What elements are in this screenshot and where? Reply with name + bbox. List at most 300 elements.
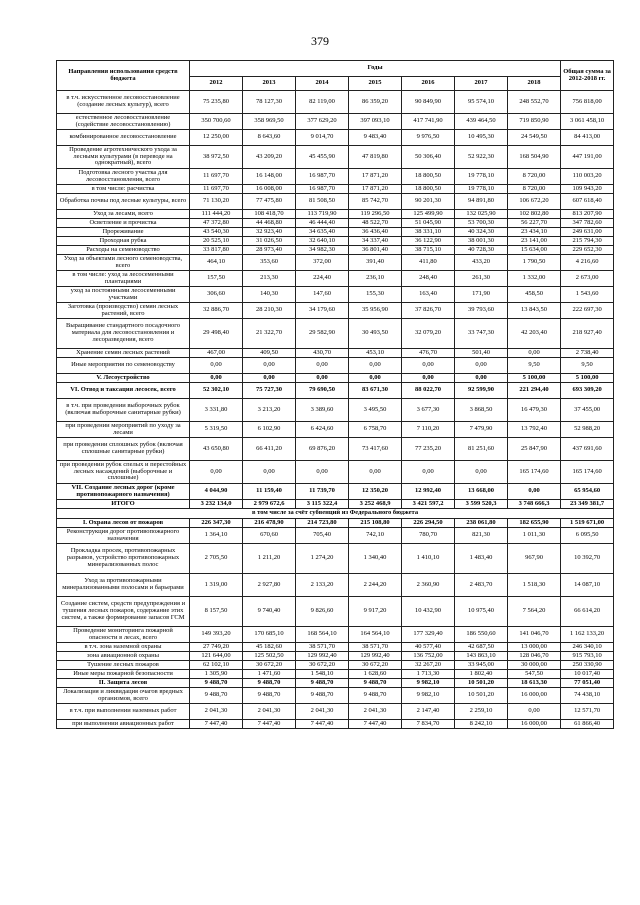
value-cell: 141 046,70 [508, 627, 561, 643]
value-cell: 43 650,80 [190, 438, 243, 461]
value-cell: 213,30 [243, 271, 296, 287]
value-cell: 45 182,60 [243, 643, 296, 652]
total-cell: 66 614,20 [561, 597, 614, 627]
value-cell: 409,50 [243, 349, 296, 358]
table-row [57, 228, 614, 237]
row-label: Прореживание [57, 228, 190, 237]
value-cell: 38 331,10 [402, 228, 455, 237]
row-label: Проведение агротехнического ухода за лесными культурами (в переводе на однократный), всего [57, 146, 190, 169]
value-cell: 164 564,10 [349, 627, 402, 643]
row-label: при выполнении авиационных работ [57, 720, 190, 729]
value-cell: 94 891,80 [455, 194, 508, 210]
value-cell: 0,00 [349, 374, 402, 383]
row-label: Проходная рубка [57, 237, 190, 246]
value-cell: 11 159,40 [243, 484, 296, 500]
value-cell: 33 747,30 [455, 319, 508, 349]
value-cell: 2 041,30 [349, 704, 402, 720]
value-cell: 108 418,70 [243, 210, 296, 219]
value-cell: 40 728,30 [455, 246, 508, 255]
value-cell: 34 337,40 [349, 237, 402, 246]
value-cell: 168 504,90 [508, 146, 561, 169]
value-cell: 12 350,20 [349, 484, 402, 500]
value-cell: 7 447,40 [190, 720, 243, 729]
value-cell: 52 922,30 [455, 146, 508, 169]
value-cell: 3 232 134,0 [190, 500, 243, 509]
total-cell: 77 051,40 [561, 679, 614, 688]
value-cell: 1 319,00 [190, 574, 243, 597]
total-cell: 218 927,40 [561, 319, 614, 349]
total-cell: 1 543,60 [561, 287, 614, 303]
value-cell: 417 741,90 [402, 114, 455, 130]
value-cell: 238 061,80 [455, 519, 508, 528]
table-row [57, 255, 614, 271]
value-cell: 168 564,10 [296, 627, 349, 643]
value-cell: 216 478,90 [243, 519, 296, 528]
value-cell: 236,10 [349, 271, 402, 287]
total-cell: 109 943,20 [561, 185, 614, 194]
value-cell: 224,40 [296, 271, 349, 287]
value-cell: 12 992,40 [402, 484, 455, 500]
value-cell: 7 479,90 [455, 422, 508, 438]
row-label: Реконструкция дорог противопожарного назначения [57, 528, 190, 544]
value-cell: 39 793,60 [455, 303, 508, 319]
value-cell: 29 498,40 [190, 319, 243, 349]
total-cell: 246 340,10 [561, 643, 614, 652]
total-cell: 813 207,90 [561, 210, 614, 219]
table-row [57, 383, 614, 399]
value-cell: 47 819,80 [349, 146, 402, 169]
row-label: Тушение лесных пожаров [57, 661, 190, 670]
table-row [57, 661, 614, 670]
value-cell: 0,00 [508, 704, 561, 720]
value-cell: 42 687,50 [455, 643, 508, 652]
row-label: естественное лесовосстановление (содействие лесовосстановлению) [57, 114, 190, 130]
value-cell: 38 571,70 [349, 643, 402, 652]
total-cell: 249 631,00 [561, 228, 614, 237]
value-cell: 2 041,30 [296, 704, 349, 720]
value-cell: 52 302,10 [190, 383, 243, 399]
value-cell: 83 671,30 [349, 383, 402, 399]
total-cell: 52 988,20 [561, 422, 614, 438]
row-label: II. Защита лесов [57, 679, 190, 688]
value-cell: 3 115 322,4 [296, 500, 349, 509]
value-cell: 9 982,10 [402, 679, 455, 688]
value-cell: 78 127,30 [243, 91, 296, 114]
column-header-year: 2017 [455, 77, 508, 91]
value-cell: 3 748 666,3 [508, 500, 561, 509]
row-label: комбинированное лесовосстановление [57, 130, 190, 146]
value-cell: 9 014,70 [296, 130, 349, 146]
value-cell: 36 122,90 [402, 237, 455, 246]
value-cell: 433,20 [455, 255, 508, 271]
value-cell: 37 826,70 [402, 303, 455, 319]
column-header-total: Общая сумма за 2012-2018 гг. [561, 61, 614, 91]
value-cell: 5 100,00 [508, 374, 561, 383]
value-cell: 0,00 [508, 349, 561, 358]
value-cell: 7 564,20 [508, 597, 561, 627]
total-cell: 4 216,60 [561, 255, 614, 271]
value-cell: 10 501,20 [455, 688, 508, 704]
table-row [57, 303, 614, 319]
value-cell: 214 723,80 [296, 519, 349, 528]
value-cell: 1 305,90 [190, 670, 243, 679]
total-cell: 6 095,50 [561, 528, 614, 544]
value-cell: 17 871,20 [349, 169, 402, 185]
value-cell: 3 331,80 [190, 399, 243, 422]
total-cell: 2 738,40 [561, 349, 614, 358]
total-cell: 65 954,60 [561, 484, 614, 500]
value-cell: 7 447,40 [296, 720, 349, 729]
value-cell: 0,00 [243, 461, 296, 484]
section-title: в том числе за счёт субвенций из Федерального бюджета [57, 509, 614, 519]
value-cell: 132 025,90 [455, 210, 508, 219]
table-row [57, 399, 614, 422]
value-cell: 0,00 [402, 374, 455, 383]
table-row [57, 422, 614, 438]
value-cell: 38 972,50 [190, 146, 243, 169]
value-cell: 3 213,20 [243, 399, 296, 422]
value-cell: 44 468,80 [243, 219, 296, 228]
value-cell: 30 672,20 [349, 661, 402, 670]
value-cell: 28 210,30 [243, 303, 296, 319]
total-cell: 915 793,10 [561, 652, 614, 661]
value-cell: 19 778,10 [455, 185, 508, 194]
value-cell: 0,00 [296, 374, 349, 383]
value-cell: 3 252 468,9 [349, 500, 402, 509]
total-cell: 37 455,00 [561, 399, 614, 422]
table-row [57, 374, 614, 383]
column-header-year: 2015 [349, 77, 402, 91]
value-cell: 8 720,00 [508, 169, 561, 185]
row-label: при проведении мероприятий по уходу за лесами [57, 422, 190, 438]
value-cell: 2 041,30 [190, 704, 243, 720]
value-cell: 18 613,30 [508, 679, 561, 688]
value-cell: 1 471,60 [243, 670, 296, 679]
value-cell: 45 455,90 [296, 146, 349, 169]
value-cell: 3 677,30 [402, 399, 455, 422]
value-cell: 182 655,90 [508, 519, 561, 528]
value-cell: 501,40 [455, 349, 508, 358]
table-row [57, 500, 614, 509]
value-cell: 36 801,40 [349, 246, 402, 255]
value-cell: 1 340,40 [349, 544, 402, 574]
row-label: Обработка почвы под лесные культуры, всего [57, 194, 190, 210]
row-label: Уход за лесами, всего [57, 210, 190, 219]
table-row [57, 185, 614, 194]
value-cell: 20 525,10 [190, 237, 243, 246]
value-cell: 353,60 [243, 255, 296, 271]
value-cell: 350 700,60 [190, 114, 243, 130]
value-cell: 32 923,40 [243, 228, 296, 237]
table-row [57, 219, 614, 228]
value-cell: 226 294,50 [402, 519, 455, 528]
page-number: 379 [311, 34, 329, 48]
value-cell: 397 093,10 [349, 114, 402, 130]
row-label: в т.ч. при выполнении наземных работ [57, 704, 190, 720]
column-header-year: 2016 [402, 77, 455, 91]
value-cell: 9 488,70 [296, 688, 349, 704]
value-cell: 129 992,40 [296, 652, 349, 661]
value-cell: 16 000,00 [508, 688, 561, 704]
value-cell: 2 979 672,6 [243, 500, 296, 509]
value-cell: 967,90 [508, 544, 561, 574]
value-cell: 453,10 [349, 349, 402, 358]
value-cell: 125 499,90 [402, 210, 455, 219]
value-cell: 9 488,70 [243, 679, 296, 688]
value-cell: 51 045,90 [402, 219, 455, 228]
value-cell: 3 389,60 [296, 399, 349, 422]
row-label: в том числе: уход за лесосеменными плантациями [57, 271, 190, 287]
value-cell: 13 000,00 [508, 643, 561, 652]
value-cell: 391,40 [349, 255, 402, 271]
value-cell: 13 668,00 [455, 484, 508, 500]
value-cell: 0,00 [508, 484, 561, 500]
value-cell: 1 211,20 [243, 544, 296, 574]
row-label: в т.ч. при проведении выборочных рубок (включая выборочные санитарные рубки) [57, 399, 190, 422]
value-cell: 35 956,90 [349, 303, 402, 319]
row-label: в т.ч. зона наземной охраны [57, 643, 190, 652]
table-row [57, 627, 614, 643]
row-label: Локализация и ликвидация очагов вредных организмов, всего [57, 688, 190, 704]
table-row [57, 246, 614, 255]
value-cell: 0,00 [455, 461, 508, 484]
value-cell: 0,00 [190, 358, 243, 374]
row-label: Подготовка лесного участка для лесовосстановления, всего [57, 169, 190, 185]
value-cell: 32 886,70 [190, 303, 243, 319]
value-cell: 23 434,10 [508, 228, 561, 237]
table-row [57, 349, 614, 358]
value-cell: 9 483,40 [349, 130, 402, 146]
value-cell: 125 502,50 [243, 652, 296, 661]
row-label: VI. Отвод и таксация лесосек, всего [57, 383, 190, 399]
value-cell: 1 802,40 [455, 670, 508, 679]
total-cell: 229 652,30 [561, 246, 614, 255]
value-cell: 73 417,60 [349, 438, 402, 461]
value-cell: 27 749,20 [190, 643, 243, 652]
total-cell: 74 438,10 [561, 688, 614, 704]
value-cell: 165 174,60 [508, 461, 561, 484]
value-cell: 32 640,10 [296, 237, 349, 246]
value-cell: 48 522,70 [349, 219, 402, 228]
row-label: ИТОГО [57, 500, 190, 509]
value-cell: 11 697,70 [190, 185, 243, 194]
value-cell: 11 739,70 [296, 484, 349, 500]
row-label: Иные меры пожарной безопасности [57, 670, 190, 679]
value-cell: 119 296,50 [349, 210, 402, 219]
value-cell: 128 046,70 [508, 652, 561, 661]
value-cell: 8 242,10 [455, 720, 508, 729]
value-cell: 62 102,10 [190, 661, 243, 670]
value-cell: 0,00 [402, 358, 455, 374]
value-cell: 1 628,60 [349, 670, 402, 679]
value-cell: 24 549,50 [508, 130, 561, 146]
value-cell: 121 644,00 [190, 652, 243, 661]
total-cell: 1 162 133,20 [561, 627, 614, 643]
value-cell: 92 599,90 [455, 383, 508, 399]
row-label: при проведении рубок спелых и перестойных лесных насаждений (выборочные и сплошные) [57, 461, 190, 484]
value-cell: 1 274,20 [296, 544, 349, 574]
table-row [57, 210, 614, 219]
value-cell: 155,30 [349, 287, 402, 303]
row-label: Осветление и прочистка [57, 219, 190, 228]
value-cell: 6 424,60 [296, 422, 349, 438]
value-cell: 248,40 [402, 271, 455, 287]
value-cell: 9 488,70 [349, 679, 402, 688]
value-cell: 12 250,00 [190, 130, 243, 146]
value-cell: 0,00 [243, 374, 296, 383]
value-cell: 248 552,70 [508, 91, 561, 114]
row-label: Прокладка просек, противопожарных разрывов, устройство противопожарных минерализованных полос [57, 544, 190, 574]
value-cell: 102 802,80 [508, 210, 561, 219]
value-cell: 38 001,30 [455, 237, 508, 246]
value-cell: 29 582,90 [296, 319, 349, 349]
table-row [57, 704, 614, 720]
value-cell: 0,00 [190, 461, 243, 484]
value-cell: 2 259,10 [455, 704, 508, 720]
total-cell: 222 697,30 [561, 303, 614, 319]
value-cell: 42 203,40 [508, 319, 561, 349]
total-cell: 3 061 458,10 [561, 114, 614, 130]
table-row [57, 544, 614, 574]
value-cell: 111 444,20 [190, 210, 243, 219]
value-cell: 16 148,00 [243, 169, 296, 185]
table-row [57, 652, 614, 661]
value-cell: 140,30 [243, 287, 296, 303]
value-cell: 25 847,90 [508, 438, 561, 461]
value-cell: 50 306,40 [402, 146, 455, 169]
value-cell: 4 044,90 [190, 484, 243, 500]
value-cell: 226 347,30 [190, 519, 243, 528]
value-cell: 13 843,50 [508, 303, 561, 319]
value-cell: 85 742,70 [349, 194, 402, 210]
value-cell: 81 251,60 [455, 438, 508, 461]
value-cell: 149 393,20 [190, 627, 243, 643]
value-cell: 372,00 [296, 255, 349, 271]
column-header-direction: Направления использования средств бюджета [57, 61, 190, 91]
value-cell: 1 410,10 [402, 544, 455, 574]
value-cell: 9 826,60 [296, 597, 349, 627]
total-cell: 437 691,60 [561, 438, 614, 461]
column-header-year: 2013 [243, 77, 296, 91]
value-cell: 47 372,80 [190, 219, 243, 228]
value-cell: 30 493,50 [349, 319, 402, 349]
value-cell: 377 629,20 [296, 114, 349, 130]
table-row [57, 237, 614, 246]
value-cell: 11 697,70 [190, 169, 243, 185]
value-cell: 16 987,70 [296, 169, 349, 185]
value-cell: 16 008,00 [243, 185, 296, 194]
value-cell: 15 634,00 [508, 246, 561, 255]
value-cell: 79 690,50 [296, 383, 349, 399]
table-row [57, 271, 614, 287]
column-header-year: 2012 [190, 77, 243, 91]
value-cell: 8 157,50 [190, 597, 243, 627]
value-cell: 186 550,60 [455, 627, 508, 643]
value-cell: 9,50 [508, 358, 561, 374]
value-cell: 147,60 [296, 287, 349, 303]
value-cell: 43 209,20 [243, 146, 296, 169]
value-cell: 1 332,00 [508, 271, 561, 287]
value-cell: 40 577,40 [402, 643, 455, 652]
row-label: Выращивание стандартного посадочного материала для лесовосстановления и лесоразведения, всего [57, 319, 190, 349]
value-cell: 2 360,90 [402, 574, 455, 597]
value-cell: 75 727,30 [243, 383, 296, 399]
table-row [57, 688, 614, 704]
value-cell: 467,00 [190, 349, 243, 358]
row-label: в том числе: расчистка [57, 185, 190, 194]
value-cell: 16 987,70 [296, 185, 349, 194]
row-label: Хранение семян лесных растений [57, 349, 190, 358]
value-cell: 75 235,80 [190, 91, 243, 114]
value-cell: 719 850,90 [508, 114, 561, 130]
value-cell: 9 488,70 [190, 688, 243, 704]
table-row [57, 574, 614, 597]
value-cell: 33 945,00 [455, 661, 508, 670]
value-cell: 86 359,20 [349, 91, 402, 114]
value-cell: 1 548,10 [296, 670, 349, 679]
value-cell: 780,70 [402, 528, 455, 544]
value-cell: 10 432,90 [402, 597, 455, 627]
value-cell: 9 488,70 [243, 688, 296, 704]
value-cell: 3 868,50 [455, 399, 508, 422]
total-cell: 347 782,60 [561, 219, 614, 228]
value-cell: 10 975,40 [455, 597, 508, 627]
value-cell: 10 501,20 [455, 679, 508, 688]
value-cell: 3 495,50 [349, 399, 402, 422]
value-cell: 30 000,00 [508, 661, 561, 670]
value-cell: 19 778,10 [455, 169, 508, 185]
total-cell: 1 519 671,00 [561, 519, 614, 528]
value-cell: 82 119,00 [296, 91, 349, 114]
row-label: Заготовка (производство) семян лесных растений, всего [57, 303, 190, 319]
table-row [57, 484, 614, 500]
table-body [57, 91, 614, 729]
table-row [57, 358, 614, 374]
table-row [57, 519, 614, 528]
total-cell: 61 866,40 [561, 720, 614, 729]
row-label: при проведении сплошных рубок (включая сплошные санитарные рубки) [57, 438, 190, 461]
table-row [57, 679, 614, 688]
value-cell: 18 800,50 [402, 169, 455, 185]
value-cell: 36 436,40 [349, 228, 402, 237]
total-cell: 110 003,20 [561, 169, 614, 185]
value-cell: 7 834,70 [402, 720, 455, 729]
value-cell: 261,30 [455, 271, 508, 287]
value-cell: 358 969,50 [243, 114, 296, 130]
row-label: V. Лесоустройство [57, 374, 190, 383]
value-cell: 1 713,30 [402, 670, 455, 679]
table-row [57, 643, 614, 652]
value-cell: 215 108,80 [349, 519, 402, 528]
section-header-row [57, 509, 614, 519]
value-cell: 0,00 [349, 461, 402, 484]
total-cell: 165 174,60 [561, 461, 614, 484]
value-cell: 7 447,40 [349, 720, 402, 729]
table-row [57, 319, 614, 349]
value-cell: 1 483,40 [455, 544, 508, 574]
value-cell: 43 540,30 [190, 228, 243, 237]
value-cell: 157,50 [190, 271, 243, 287]
value-cell: 10 495,30 [455, 130, 508, 146]
row-label: Создание систем, средств предупреждения и тушения лесных пожаров, содержание этих систем, а также формирование запасов ГСМ [57, 597, 190, 627]
value-cell: 18 800,50 [402, 185, 455, 194]
table-row [57, 287, 614, 303]
value-cell: 46 444,40 [296, 219, 349, 228]
value-cell: 163,40 [402, 287, 455, 303]
value-cell: 9 488,70 [296, 679, 349, 688]
value-cell: 38 715,10 [402, 246, 455, 255]
value-cell: 0,00 [296, 461, 349, 484]
